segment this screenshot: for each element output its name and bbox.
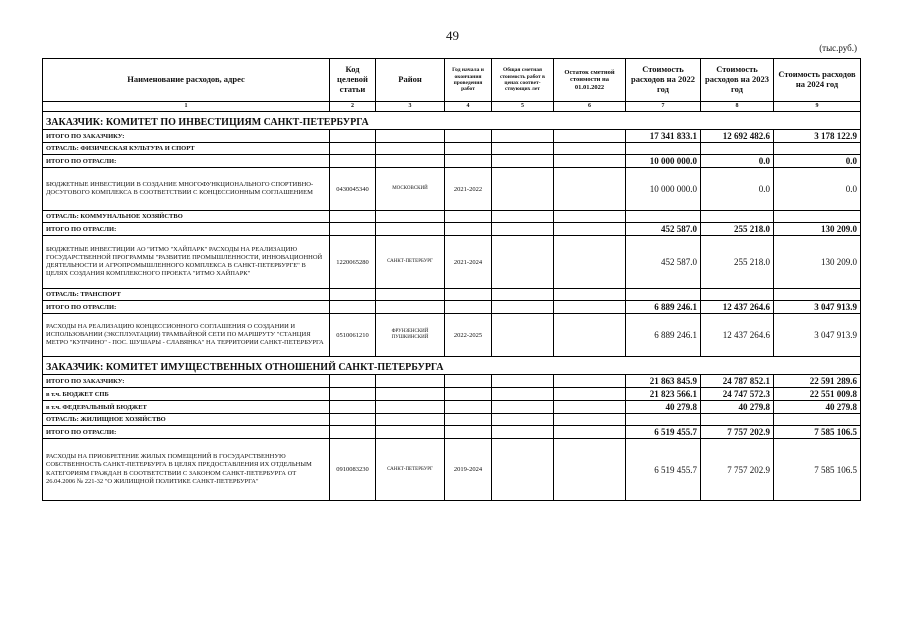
item-name: РАСХОДЫ НА ПРИОБРЕТЕНИЕ ЖИЛЫХ ПОМЕЩЕНИЙ В ГОСУДАРСТВЕННУЮ СОБСТВЕННОСТЬ САНКТ-ПЕТЕРБУРГА В ЦЕЛЯХ ПРЕДОСТАВЛЕНИЯ ИХ ОТДЕЛЬНЫМ КАТЕГОРИЯМ ГРАЖДАН В СООТВЕТСТВИИ С ЗАКОНОМ САНКТ-ПЕТЕРБУРГА ОТ 26.04.2006 № 221-32 "О ЖИЛИЩНОЙ ПОЛИТИКЕ САНКТ-ПЕТЕРБУРГА" <box>43 439 330 501</box>
total-label: ИТОГО ПО ЗАКАЗЧИКУ: <box>43 130 330 143</box>
value-2023: 7 757 202.9 <box>701 426 774 439</box>
column-number: 7 <box>626 102 701 112</box>
column-number: 4 <box>445 102 492 112</box>
value-2024: 3 047 913.9 <box>774 301 861 314</box>
total-label: ИТОГО ПО ЗАКАЗЧИКУ: <box>43 375 330 388</box>
item-row <box>43 439 861 501</box>
value-2023: 24 787 852.1 <box>701 375 774 388</box>
sector-total-row <box>43 301 861 314</box>
header-cost-2024: Стоимость расходов на 2024 год <box>774 59 861 102</box>
value-2024: 22 551 009.8 <box>774 388 861 401</box>
spb-budget-label: в т.ч. БЮДЖЕТ СПБ <box>43 388 330 401</box>
value-2023: 0.0 <box>701 155 774 168</box>
item-code: 0510061210 <box>330 314 376 357</box>
column-number: 5 <box>492 102 554 112</box>
item-code: 0910083230 <box>330 439 376 501</box>
value-2024: 0.0 <box>774 155 861 168</box>
sector-row <box>43 211 861 223</box>
sector-row <box>43 414 861 426</box>
item-row <box>43 236 861 289</box>
item-code: 0430045340 <box>330 168 376 211</box>
sector-total-row <box>43 223 861 236</box>
value-2024: 3 178 122.9 <box>774 130 861 143</box>
total-label: ИТОГО ПО ОТРАСЛИ: <box>43 223 330 236</box>
item-name: БЮДЖЕТНЫЕ ИНВЕСТИЦИИ В СОЗДАНИЕ МНОГОФУНКЦИОНАЛЬНОГО СПОРТИВНО-ДОСУГОВОГО КОМПЛЕКСА В СООТВЕТСТВИИ С КОНЦЕССИОННЫМ СОГЛАШЕНИЕМ <box>43 168 330 211</box>
value-2022: 17 341 833.1 <box>626 130 701 143</box>
value-2022: 21 823 566.1 <box>626 388 701 401</box>
item-district: МОСКОВСКИЙ <box>376 168 445 211</box>
customer-row <box>43 357 861 375</box>
spb-budget-row <box>43 388 861 401</box>
value-2022: 452 587.0 <box>626 236 701 289</box>
column-number: 1 <box>43 102 330 112</box>
customer-total-row <box>43 130 861 143</box>
customer-row <box>43 112 861 130</box>
item-name: БЮДЖЕТНЫЕ ИНВЕСТИЦИИ АО "ИТМО "ХАЙПАРК" РАСХОДЫ НА РЕАЛИЗАЦИЮ ГОСУДАРСТВЕННОЙ ПРОГРАММЫ "РАЗВИТИЕ ПРОМЫШЛЕННОСТИ, ИННОВАЦИОННОЙ ДЕЯТЕЛЬНОСТИ И АГРОПРОМЫШЛЕННОГО КОМПЛЕКСА В САНКТ-ПЕТЕРБУРГЕ" В ЦЕЛЯХ СОЗДАНИЯ КОМПЛЕКСНОГО ПРОЕКТА "ИТМО ХАЙПАРК" <box>43 236 330 289</box>
sector-total-row <box>43 426 861 439</box>
item-district: САНКТ-ПЕТЕРБУРГ <box>376 439 445 501</box>
value-2022: 10 000 000.0 <box>626 155 701 168</box>
value-2023: 12 692 482.6 <box>701 130 774 143</box>
sector-label: ОТРАСЛЬ: ЖИЛИЩНОЕ ХОЗЯЙСТВО <box>43 414 330 426</box>
header-district: Район <box>376 59 445 102</box>
value-2024: 22 591 289.6 <box>774 375 861 388</box>
total-label: ИТОГО ПО ОТРАСЛИ: <box>43 426 330 439</box>
item-years: 2021-2024 <box>445 236 492 289</box>
federal-budget-row <box>43 401 861 414</box>
sector-row <box>43 143 861 155</box>
value-2023: 40 279.8 <box>701 401 774 414</box>
value-2022: 452 587.0 <box>626 223 701 236</box>
header-code: Код целевой статьи <box>330 59 376 102</box>
sector-label: ОТРАСЛЬ: КОММУНАЛЬНОЕ ХОЗЯЙСТВО <box>43 211 330 223</box>
value-2024: 3 047 913.9 <box>774 314 861 357</box>
value-2022: 10 000 000.0 <box>626 168 701 211</box>
value-2024: 130 209.0 <box>774 223 861 236</box>
value-2023: 255 218.0 <box>701 223 774 236</box>
value-2024: 7 585 106.5 <box>774 426 861 439</box>
item-district: САНКТ-ПЕТЕРБУРГ <box>376 236 445 289</box>
customer-total-row <box>43 375 861 388</box>
sector-label: ОТРАСЛЬ: ТРАНСПОРТ <box>43 289 330 301</box>
header-years: Год начала и окончания проведения работ <box>445 59 492 102</box>
column-number: 6 <box>554 102 626 112</box>
column-number: 3 <box>376 102 445 112</box>
value-2022: 40 279.8 <box>626 401 701 414</box>
value-2023: 12 437 264.6 <box>701 314 774 357</box>
value-2023: 0.0 <box>701 168 774 211</box>
header-remaining-cost: Остаток сметной стоимости на 01.01.2022 <box>554 59 626 102</box>
header-name: Наименование расходов, адрес <box>43 59 330 102</box>
total-label: ИТОГО ПО ОТРАСЛИ: <box>43 301 330 314</box>
header-total-cost: Общая сметная стоимость работ в ценах соответ-ствующих лет <box>492 59 554 102</box>
sector-label: ОТРАСЛЬ: ФИЗИЧЕСКАЯ КУЛЬТУРА И СПОРТ <box>43 143 330 155</box>
value-2022: 6 889 246.1 <box>626 314 701 357</box>
value-2024: 130 209.0 <box>774 236 861 289</box>
value-2023: 255 218.0 <box>701 236 774 289</box>
item-row <box>43 168 861 211</box>
value-2022: 6 519 455.7 <box>626 426 701 439</box>
value-2023: 12 437 264.6 <box>701 301 774 314</box>
value-2022: 21 863 845.9 <box>626 375 701 388</box>
total-label: ИТОГО ПО ОТРАСЛИ: <box>43 155 330 168</box>
value-2024: 0.0 <box>774 168 861 211</box>
sector-total-row <box>43 155 861 168</box>
value-2022: 6 889 246.1 <box>626 301 701 314</box>
customer-title: ЗАКАЗЧИК: КОМИТЕТ ИМУЩЕСТВЕННЫХ ОТНОШЕНИЙ САНКТ-ПЕТЕРБУРГА <box>43 357 861 375</box>
budget-table <box>42 58 861 501</box>
item-name: РАСХОДЫ НА РЕАЛИЗАЦИЮ КОНЦЕССИОННОГО СОГЛАШЕНИЯ О СОЗДАНИИ И ИСПОЛЬЗОВАНИИ (ЭКСПЛУАТАЦИИ) ТРАМВАЙНОЙ СЕТИ ПО МАРШРУТУ "СТАНЦИЯ МЕТРО "КУПЧИНО" - ПОС. ШУШАРЫ - СЛАВЯНКА" НА ТЕРРИТОРИИ САНКТ-ПЕТЕРБУРГА <box>43 314 330 357</box>
header-cost-2022: Стоимость расходов на 2022 год <box>626 59 701 102</box>
sector-row <box>43 289 861 301</box>
column-number: 2 <box>330 102 376 112</box>
item-years: 2019-2024 <box>445 439 492 501</box>
value-2023: 24 747 572.3 <box>701 388 774 401</box>
header-cost-2023: Стоимость расходов на 2023 год <box>701 59 774 102</box>
item-row <box>43 314 861 357</box>
column-number: 8 <box>701 102 774 112</box>
value-2024: 40 279.8 <box>774 401 861 414</box>
column-number: 9 <box>774 102 861 112</box>
item-code: 1220065280 <box>330 236 376 289</box>
column-number-row <box>43 102 861 112</box>
page-number: 49 <box>446 28 459 43</box>
federal-budget-label: в т.ч. ФЕДЕРАЛЬНЫЙ БЮДЖЕТ <box>43 401 330 414</box>
value-2022: 6 519 455.7 <box>626 439 701 501</box>
value-2023: 7 757 202.9 <box>701 439 774 501</box>
customer-title: ЗАКАЗЧИК: КОМИТЕТ ПО ИНВЕСТИЦИЯМ САНКТ-ПЕТЕРБУРГА <box>43 112 861 130</box>
item-district: ФРУНЗЕНСКИЙ ПУШКИНСКИЙ <box>376 314 445 357</box>
header-row <box>43 59 861 102</box>
units-label: (тыс.руб.) <box>819 43 857 53</box>
item-years: 2022-2025 <box>445 314 492 357</box>
value-2024: 7 585 106.5 <box>774 439 861 501</box>
item-years: 2021-2022 <box>445 168 492 211</box>
